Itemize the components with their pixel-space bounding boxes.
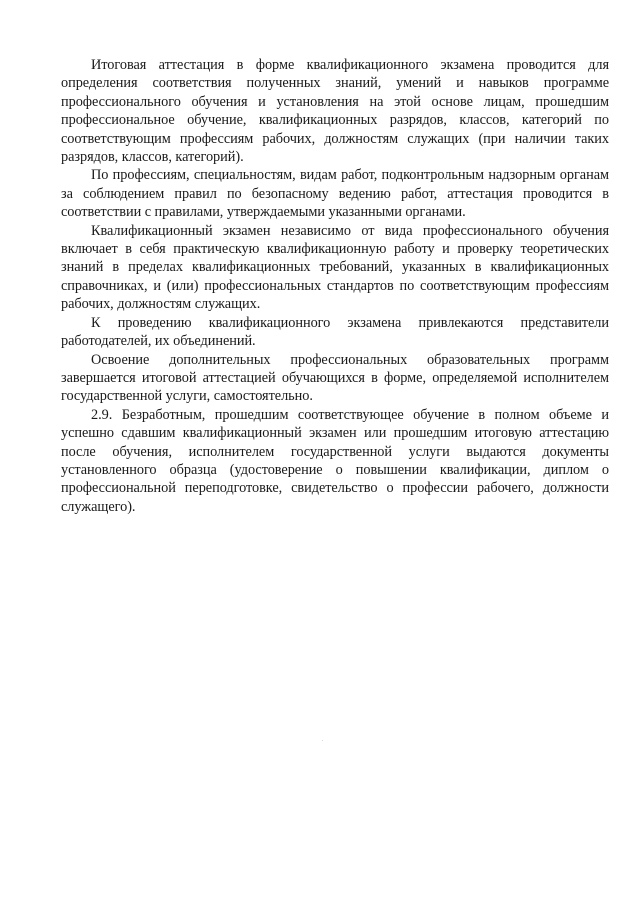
scan-speck xyxy=(322,740,323,741)
paragraph-final-attestation: Итоговая аттестация в форме квалификационного экзамена проводится для определения соответствия полученных знаний, умений и навыков программе профессионального обучения и установления на этой основе лицам, прошедшим профессиональное обучение, квалификационных разрядов, классов, категорий по соответствующим профессиям рабочих, должностям служащих (при наличии таких разрядов, классов, категорий). xyxy=(61,57,609,166)
paragraph-employer-representatives: К проведению квалификационного экзамена привлекаются представители работодателей, их объединений. xyxy=(61,314,609,350)
paragraph-exam-content: Квалификационный экзамен независимо от вида профессионального обучения включает в себя практическую квалификационную работу и проверку теоретических знаний в пределах квалификационных требований, указанных в квалификационных справочниках, и (или) профессиональных стандартов по соответствующим профессиям рабочих, должностям служащих. xyxy=(61,222,609,313)
paragraph-supervised-professions: По профессиям, специальностям, видам работ, подконтрольным надзорным органам за соблюдением правил по безопасному ведению работ, аттестация проводится в соответствии с правилами, утверждаемыми указанными органами. xyxy=(61,167,609,221)
paragraph-clause-2-9: 2.9. Безработным, прошедшим соответствующее обучение в полном объеме и успешно сдавшим квалификационный экзамен или прошедшим итоговую аттестацию после обучения, исполнителем государственной услуги выдаются документы установленного образца (удостоверение о повышении квалификации, диплом о профессиональной переподготовке, свидетельство о профессии рабочего, должности служащего). xyxy=(61,406,609,515)
document-body xyxy=(61,56,609,516)
paragraph-additional-programs: Освоение дополнительных профессиональных образовательных программ завершается итоговой аттестацией обучающихся в форме, определяемой исполнителем государственной услуги, самостоятельно. xyxy=(61,351,609,405)
